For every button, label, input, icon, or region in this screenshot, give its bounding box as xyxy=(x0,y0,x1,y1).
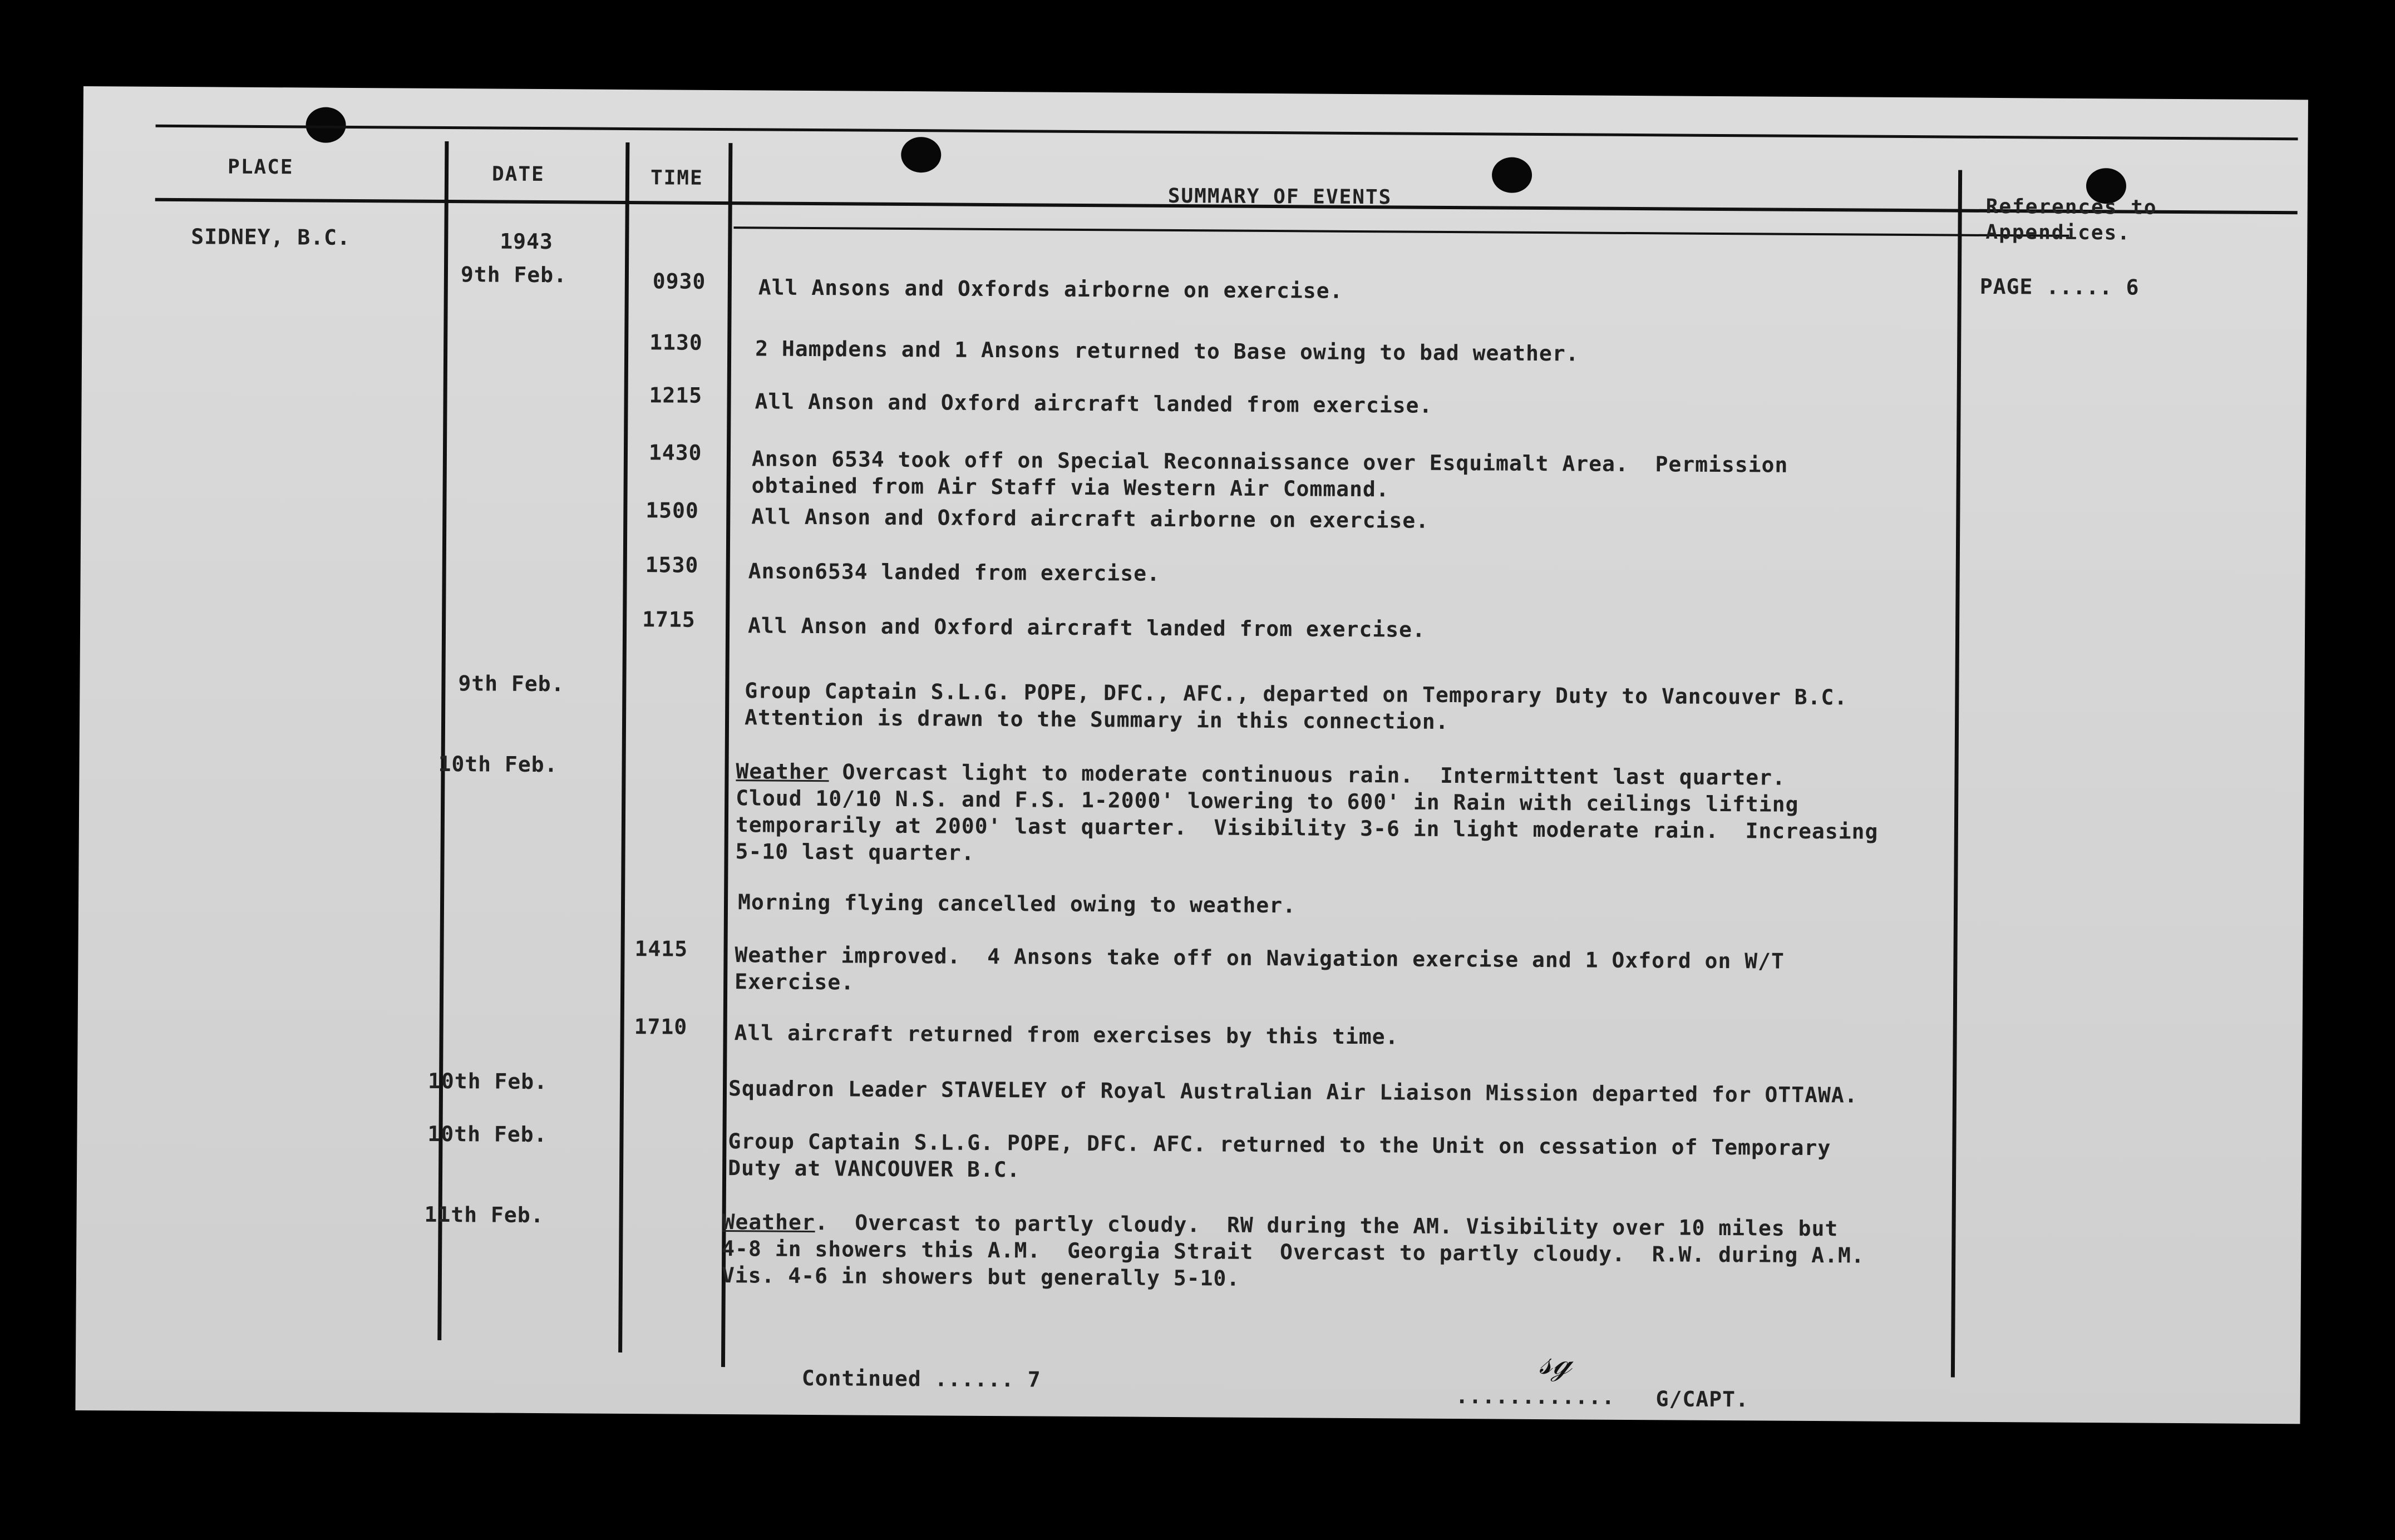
entry-time: 1715 xyxy=(642,607,696,632)
summary-line xyxy=(734,1019,1398,1050)
summary-text: Duty at VANCOUVER B.C. xyxy=(728,1156,1021,1182)
entry-summary xyxy=(751,445,1788,505)
summary-text: temporarily at 2000' last quarter. Visibility 3-6 in light moderate rain. Increasing xyxy=(735,812,1879,844)
entry-summary xyxy=(755,335,1579,367)
summary-text: Vis. 4-6 in showers but generally 5-10. xyxy=(721,1263,1240,1291)
summary-line xyxy=(758,274,1343,304)
summary-text: 2 Hampdens and 1 Ansons returned to Base owing to bad weather. xyxy=(755,336,1579,366)
column-divider xyxy=(721,143,732,1367)
entry-time: 1500 xyxy=(645,498,699,523)
entry-summary xyxy=(758,274,1343,304)
entry-time: 1130 xyxy=(649,330,703,355)
summary-text: 4-8 in showers this A.M. Georgia Strait Overcast to partly cloudy. R.W. during A.M. xyxy=(722,1236,1865,1268)
document-sheet xyxy=(75,86,2308,1424)
header-time: TIME xyxy=(650,166,703,190)
summary-text: Group Captain S.L.G. POPE, DFC. AFC. returned to the Unit on cessation of Temporary xyxy=(728,1129,1831,1161)
signature-scrawl: 𝓈ℊ xyxy=(1539,1341,1572,1383)
summary-line xyxy=(748,557,1160,587)
entry-time: 0930 xyxy=(652,269,706,294)
entry-time: 1215 xyxy=(649,383,703,408)
summary-text: . Overcast to partly cloudy. RW during the AM. Visibility over 10 miles but xyxy=(815,1210,1839,1241)
entry-summary xyxy=(748,612,1426,643)
entry-date: 10th Feb. xyxy=(438,751,558,777)
summary-text: All aircraft returned from exercises by this time. xyxy=(734,1020,1399,1049)
weather-label: Weather xyxy=(736,759,829,784)
summary-line xyxy=(755,335,1579,367)
header-references: References to xyxy=(1985,195,2157,219)
entry-summary xyxy=(735,941,1785,1001)
summary-text: All Anson and Oxford aircraft airborne on exercise. xyxy=(751,504,1430,533)
column-divider xyxy=(1951,170,1962,1378)
place: SIDNEY, B.C. xyxy=(191,224,351,250)
header-appendices: Appendices. xyxy=(1985,220,2131,245)
summary-text: 5-10 last quarter. xyxy=(735,839,975,865)
summary-text: All Ansons and Oxfords airborne on exercise. xyxy=(758,275,1343,303)
entry-date: 10th Feb. xyxy=(427,1121,548,1147)
summary-text: Weather improved. 4 Ansons take off on Navigation exercise and 1 Oxford on W/T xyxy=(735,942,1785,974)
entry-summary xyxy=(748,557,1160,587)
summary-text: Overcast light to moderate continuous rain. Intermittent last quarter. xyxy=(829,759,1786,790)
summary-line xyxy=(751,503,1429,534)
summary-line xyxy=(738,889,1296,919)
event-log xyxy=(83,86,2308,100)
page-reference: PAGE ..... 6 xyxy=(1979,274,2140,300)
entry-date: 9th Feb. xyxy=(460,262,568,288)
summary-text: Group Captain S.L.G. POPE, DFC., AFC., departed on Temporary Duty to Vancouver B.C. xyxy=(745,678,1848,710)
entry-summary xyxy=(751,503,1429,534)
entry-summary xyxy=(734,1019,1398,1050)
signature-title: G/CAPT. xyxy=(1655,1386,1749,1412)
header-summary: SUMMARY OF EVENTS xyxy=(1167,184,1392,209)
entry-time: 1430 xyxy=(648,440,702,465)
entry-summary xyxy=(722,1208,1865,1296)
summary-text: Anson6534 landed from exercise. xyxy=(748,559,1161,586)
entry-date: 11th Feb. xyxy=(424,1202,544,1228)
summary-line xyxy=(748,612,1426,643)
year: 1943 xyxy=(500,229,553,254)
top-rule xyxy=(156,125,2298,141)
entry-date: 9th Feb. xyxy=(458,671,565,697)
entry-time: 1710 xyxy=(634,1014,688,1039)
summary-text: Exercise. xyxy=(735,969,855,995)
entry-summary xyxy=(745,677,1847,737)
summary-text: Cloud 10/10 N.S. and F.S. 1-2000' lowering to 600' in Rain with ceilings lifting xyxy=(736,786,1799,817)
column-divider xyxy=(437,141,449,1340)
summary-line xyxy=(755,388,1432,418)
punch-hole xyxy=(1492,157,1532,192)
summary-text: All Anson and Oxford aircraft landed from exercise. xyxy=(747,613,1426,642)
entry-summary xyxy=(735,758,1879,872)
entry-date: 10th Feb. xyxy=(427,1068,548,1094)
entry-summary xyxy=(728,1128,1831,1188)
punch-hole xyxy=(901,137,941,172)
summary-text: Attention is drawn to the Summary in this connection. xyxy=(744,705,1449,734)
summary-line xyxy=(728,1075,1858,1108)
summary-text: obtained from Air Staff via Western Air Command. xyxy=(751,473,1389,502)
summary-text: Morning flying cancelled owing to weather. xyxy=(737,890,1297,918)
entry-summary xyxy=(755,388,1432,418)
summary-text: Anson 6534 took off on Special Reconnaissance over Esquimalt Area. Permission xyxy=(751,446,1788,477)
column-divider xyxy=(618,142,629,1353)
entry-summary xyxy=(738,889,1296,919)
entry-time: 1530 xyxy=(645,552,699,578)
entry-summary xyxy=(728,1075,1858,1108)
header-place: PLACE xyxy=(227,155,294,179)
summary-text: All Anson and Oxford aircraft landed from exercise. xyxy=(755,389,1433,418)
weather-label: Weather xyxy=(722,1210,815,1235)
signature-line: ............ xyxy=(1455,1384,1615,1409)
entry-time: 1415 xyxy=(634,936,688,961)
header-rule-short xyxy=(733,226,2069,237)
summary-text: Squadron Leader STAVELEY of Royal Australian Air Liaison Mission departed for OTTAWA. xyxy=(728,1076,1858,1108)
continued-note: Continued ...... 7 xyxy=(801,1365,1041,1392)
header-date: DATE xyxy=(491,162,545,186)
